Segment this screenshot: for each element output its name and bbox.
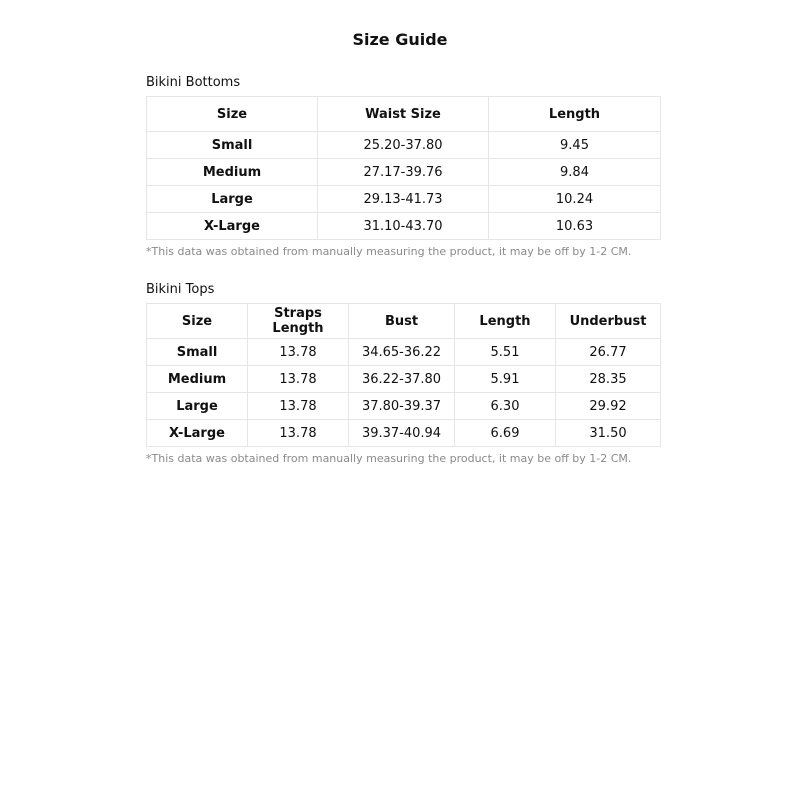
- table-row: [147, 420, 661, 447]
- table-header-row: [147, 97, 661, 132]
- bikini-tops-section: [146, 281, 660, 466]
- waist-size-cell: 29.13-41.73: [318, 186, 489, 213]
- length-cell: 10.24: [489, 186, 661, 213]
- column-header: Straps Length: [248, 304, 349, 339]
- page-title: Size Guide: [352, 30, 448, 49]
- column-header: Length: [489, 97, 661, 132]
- table-row: [147, 339, 661, 366]
- waist-size-cell: 27.17-39.76: [318, 159, 489, 186]
- table-row: [147, 159, 661, 186]
- table-header-row: [147, 304, 661, 339]
- column-header: Size: [147, 304, 248, 339]
- underbust-cell: 28.35: [556, 366, 661, 393]
- bust-cell: 37.80-39.37: [349, 393, 455, 420]
- underbust-cell: 26.77: [556, 339, 661, 366]
- length-cell: 9.45: [489, 132, 661, 159]
- straps-length-cell: 13.78: [248, 366, 349, 393]
- table-row: [147, 213, 661, 240]
- table-row: [147, 393, 661, 420]
- size-cell: Large: [147, 393, 248, 420]
- underbust-cell: 29.92: [556, 393, 661, 420]
- bikini-bottoms-section: [146, 74, 660, 259]
- bust-cell: 39.37-40.94: [349, 420, 455, 447]
- straps-length-cell: 13.78: [248, 339, 349, 366]
- bikini-bottoms-heading: Bikini Bottoms: [146, 75, 241, 90]
- straps-length-cell: 13.78: [248, 420, 349, 447]
- bust-cell: 36.22-37.80: [349, 366, 455, 393]
- size-cell: Medium: [147, 366, 248, 393]
- size-cell: X-Large: [147, 213, 318, 240]
- bikini-bottoms-table: [146, 96, 661, 240]
- length-cell: 10.63: [489, 213, 661, 240]
- measurement-note: *This data was obtained from manually measuring the product, it may be off by 1-2 CM.: [146, 245, 632, 258]
- size-cell: Small: [147, 132, 318, 159]
- size-cell: Large: [147, 186, 318, 213]
- column-header: Bust: [349, 304, 455, 339]
- length-cell: 6.30: [455, 393, 556, 420]
- length-cell: 5.51: [455, 339, 556, 366]
- length-cell: 9.84: [489, 159, 661, 186]
- bust-cell: 34.65-36.22: [349, 339, 455, 366]
- straps-length-cell: 13.78: [248, 393, 349, 420]
- bikini-tops-heading: Bikini Tops: [146, 282, 215, 297]
- measurement-note: *This data was obtained from manually measuring the product, it may be off by 1-2 CM.: [146, 452, 632, 465]
- underbust-cell: 31.50: [556, 420, 661, 447]
- column-header: Size: [147, 97, 318, 132]
- waist-size-cell: 31.10-43.70: [318, 213, 489, 240]
- size-cell: Medium: [147, 159, 318, 186]
- waist-size-cell: 25.20-37.80: [318, 132, 489, 159]
- size-cell: X-Large: [147, 420, 248, 447]
- column-header: Length: [455, 304, 556, 339]
- length-cell: 5.91: [455, 366, 556, 393]
- table-row: [147, 366, 661, 393]
- bikini-tops-table: [146, 303, 661, 447]
- table-row: [147, 132, 661, 159]
- size-cell: Small: [147, 339, 248, 366]
- column-header: Underbust: [556, 304, 661, 339]
- table-row: [147, 186, 661, 213]
- length-cell: 6.69: [455, 420, 556, 447]
- column-header: Waist Size: [318, 97, 489, 132]
